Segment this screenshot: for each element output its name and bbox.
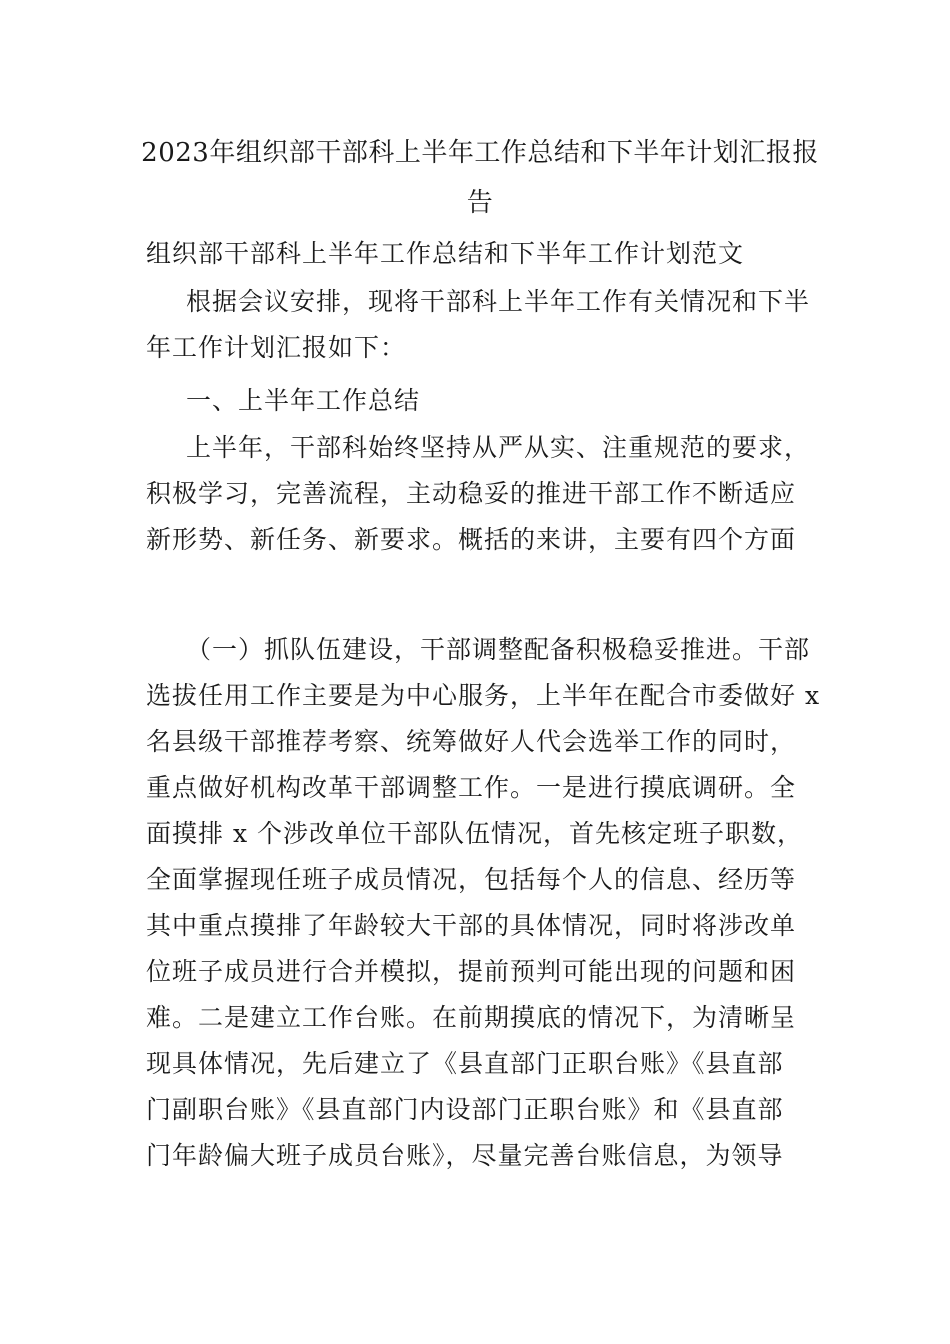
- paragraph-line: 门年龄偏大班子成员台账》，尽量完善台账信息，为领导: [146, 1141, 784, 1170]
- section-heading: 一、上半年工作总结: [186, 386, 421, 415]
- paragraph-line: 全面掌握现任班子成员情况，包括每个人的信息、经历等: [146, 865, 797, 894]
- paragraph-line: 位班子成员进行合并模拟，提前预判可能出现的问题和困: [146, 957, 797, 986]
- paragraph-line: 名县级干部推荐考察、统筹做好人代会选举工作的同时，: [146, 727, 797, 756]
- summary-paragraph: [146, 425, 810, 563]
- paragraph-line: 其中重点摸排了年龄较大干部的具体情况，同时将涉改单: [146, 911, 797, 940]
- paragraph-line: 难。二是建立工作台账。在前期摸底的情况下，为清晰呈: [146, 1003, 797, 1032]
- document-title: [140, 128, 820, 228]
- paragraph-line: 现具体情况，先后建立了《县直部门正职台账》《县直部: [146, 1049, 784, 1078]
- summary-line-2: 积极学习，完善流程，主动稳妥的推进干部工作不断适应: [146, 479, 797, 508]
- intro-line-2: 年工作计划汇报如下：: [146, 333, 407, 362]
- paragraph-line: 选拔任用工作主要是为中心服务，上半年在配合市委做好 x: [146, 681, 821, 710]
- title-line-2: 告: [466, 188, 494, 218]
- paragraph-line: 面摸排 x 个涉改单位干部队伍情况，首先核定班子职数，: [146, 819, 803, 848]
- paragraph-line: （一）抓队伍建设，干部调整配备积极稳妥推进。干部: [186, 635, 811, 664]
- summary-line-3: 新形势、新任务、新要求。概括的来讲，主要有四个方面: [146, 525, 797, 554]
- intro-line-1: 根据会议安排，现将干部科上半年工作有关情况和下半: [186, 287, 811, 316]
- paragraph-line: 门副职台账》《县直部门内设部门正职台账》和《县直部: [146, 1095, 784, 1124]
- paragraph-line: 重点做好机构改革干部调整工作。一是进行摸底调研。全: [146, 773, 797, 802]
- document-subtitle: 组织部干部科上半年工作总结和下半年工作计划范文: [146, 239, 745, 268]
- intro-paragraph: [146, 279, 810, 371]
- title-line-1: 2023年组织部干部科上半年工作总结和下半年计划汇报报: [141, 138, 819, 168]
- team-building-paragraph: [146, 627, 821, 1179]
- summary-line-1: 上半年，干部科始终坚持从严从实、注重规范的要求，: [186, 433, 811, 462]
